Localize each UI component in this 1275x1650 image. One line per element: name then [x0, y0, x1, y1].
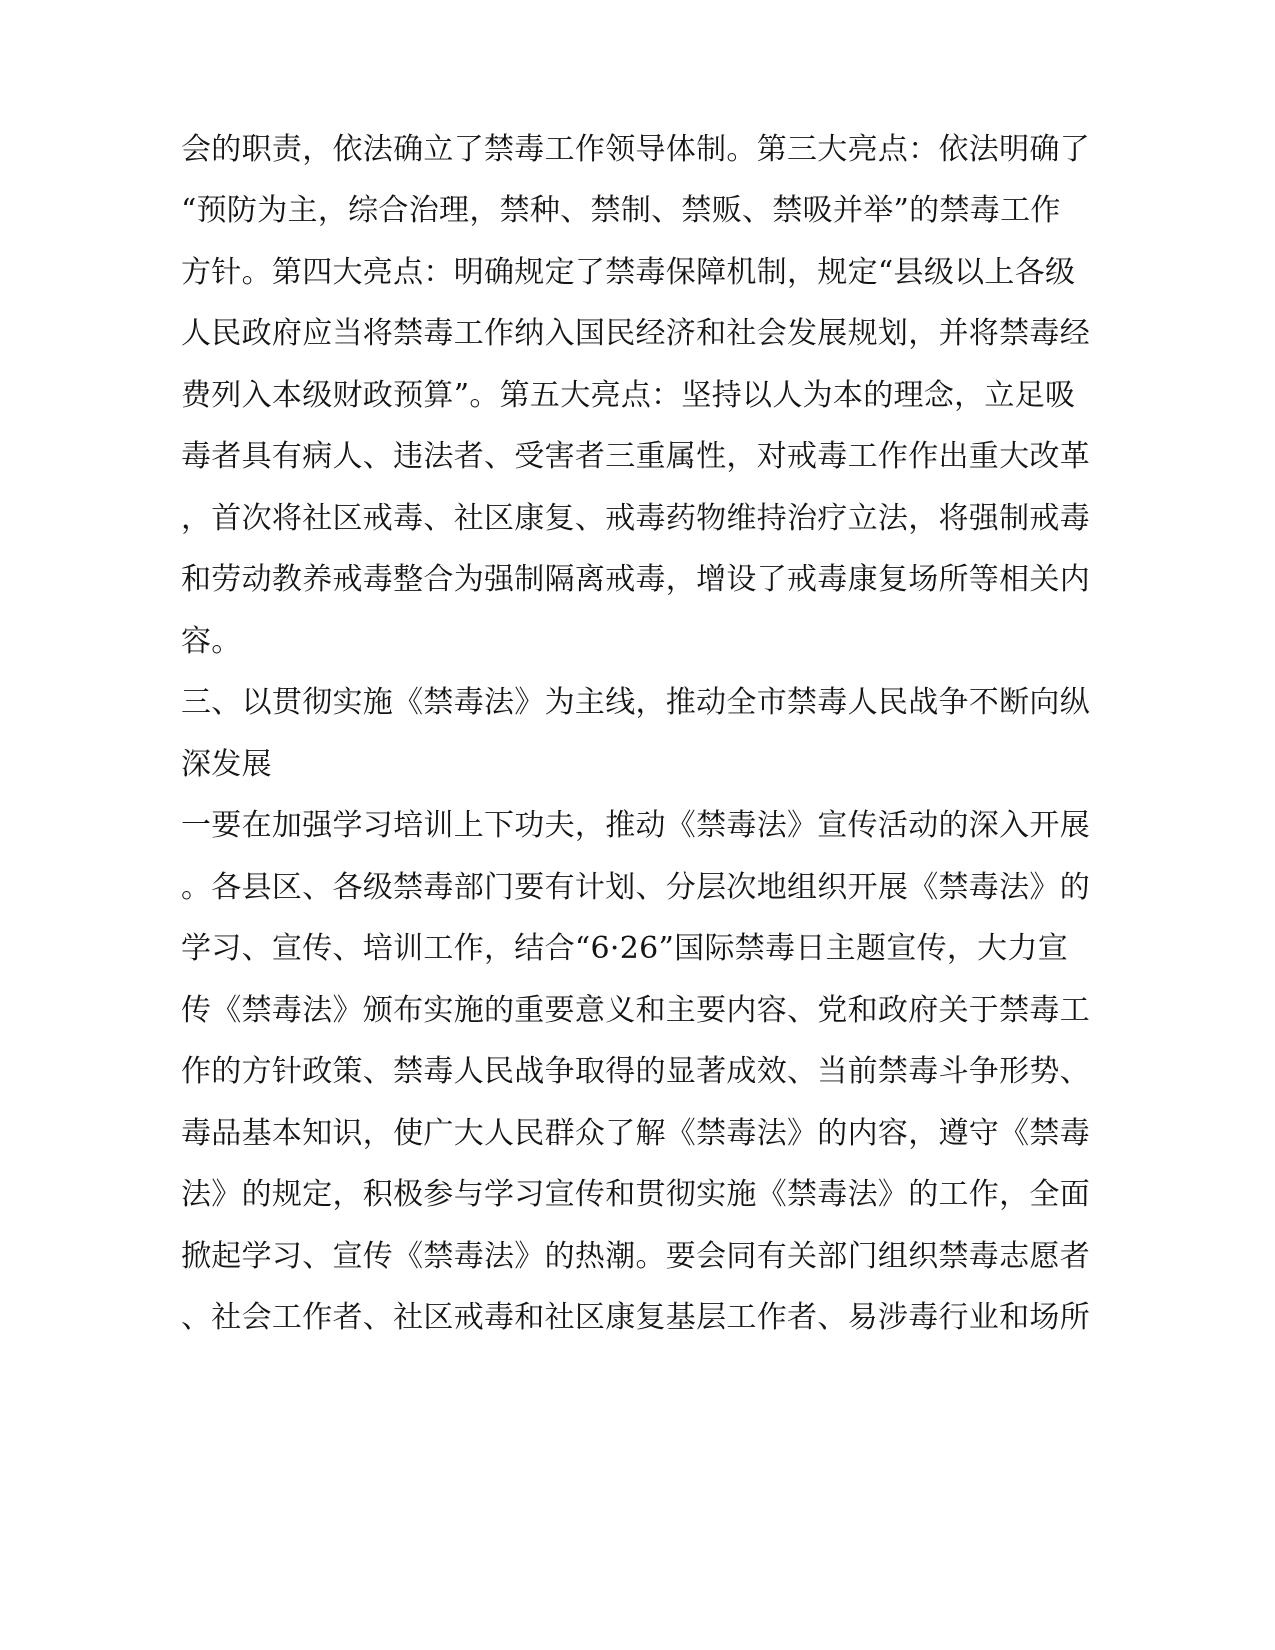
text-line: 作的方针政策、禁毒人民战争取得的显著成效、当前禁毒斗争形势、 — [181, 1054, 1090, 1089]
text-line: 掀起学习、宣传《禁毒法》的热潮。要会同有关部门组织禁毒志愿者 — [181, 1239, 1090, 1274]
text-line: 方针。第四大亮点：明确规定了禁毒保障机制，规定“县级以上各级 — [181, 255, 1076, 290]
text-line: 和劳动教养戒毒整合为强制隔离戒毒，增设了戒毒康复场所等相关内 — [181, 562, 1090, 597]
text-line: 毒品基本知识，使广大人民群众了解《禁毒法》的内容，遵守《禁毒 — [181, 1116, 1090, 1151]
text-line: 学习、宣传、培训工作，结合“6·26”国际禁毒日主题宣传，大力宣 — [181, 931, 1069, 966]
section-heading: 深发展 — [181, 747, 272, 782]
section-heading: 三、以贯彻实施《禁毒法》为主线，推动全市禁毒人民战争不断向纵 — [181, 685, 1090, 720]
text-line: 毒者具有病人、违法者、受害者三重属性，对戒毒工作作出重大改革 — [181, 439, 1090, 474]
text-line: 。各县区、各级禁毒部门要有计划、分层次地组织开展《禁毒法》的 — [181, 870, 1090, 905]
text-line: 会的职责，依法确立了禁毒工作领导体制。第三大亮点：依法明确了 — [181, 132, 1090, 167]
text-line: 一要在加强学习培训上下功夫，推动《禁毒法》宣传活动的深入开展 — [181, 808, 1090, 843]
text-line: 容。 — [181, 624, 242, 659]
text-line: ，首次将社区戒毒、社区康复、戒毒药物维持治疗立法，将强制戒毒 — [181, 501, 1090, 536]
text-line: 传《禁毒法》颁布实施的重要意义和主要内容、党和政府关于禁毒工 — [181, 993, 1090, 1028]
text-line: 人民政府应当将禁毒工作纳入国民经济和社会发展规划，并将禁毒经 — [181, 316, 1090, 351]
text-line: 法》的规定，积极参与学习宣传和贯彻实施《禁毒法》的工作，全面 — [181, 1177, 1090, 1212]
text-line: 费列入本级财政预算”。第五大亮点：坚持以人为本的理念，立足吸 — [181, 378, 1076, 413]
text-line: 、社会工作者、社区戒毒和社区康复基层工作者、易涉毒行业和场所 — [181, 1300, 1090, 1335]
text-line: “预防为主，综合治理，禁种、禁制、禁贩、禁吸并举”的禁毒工作 — [181, 193, 1061, 228]
